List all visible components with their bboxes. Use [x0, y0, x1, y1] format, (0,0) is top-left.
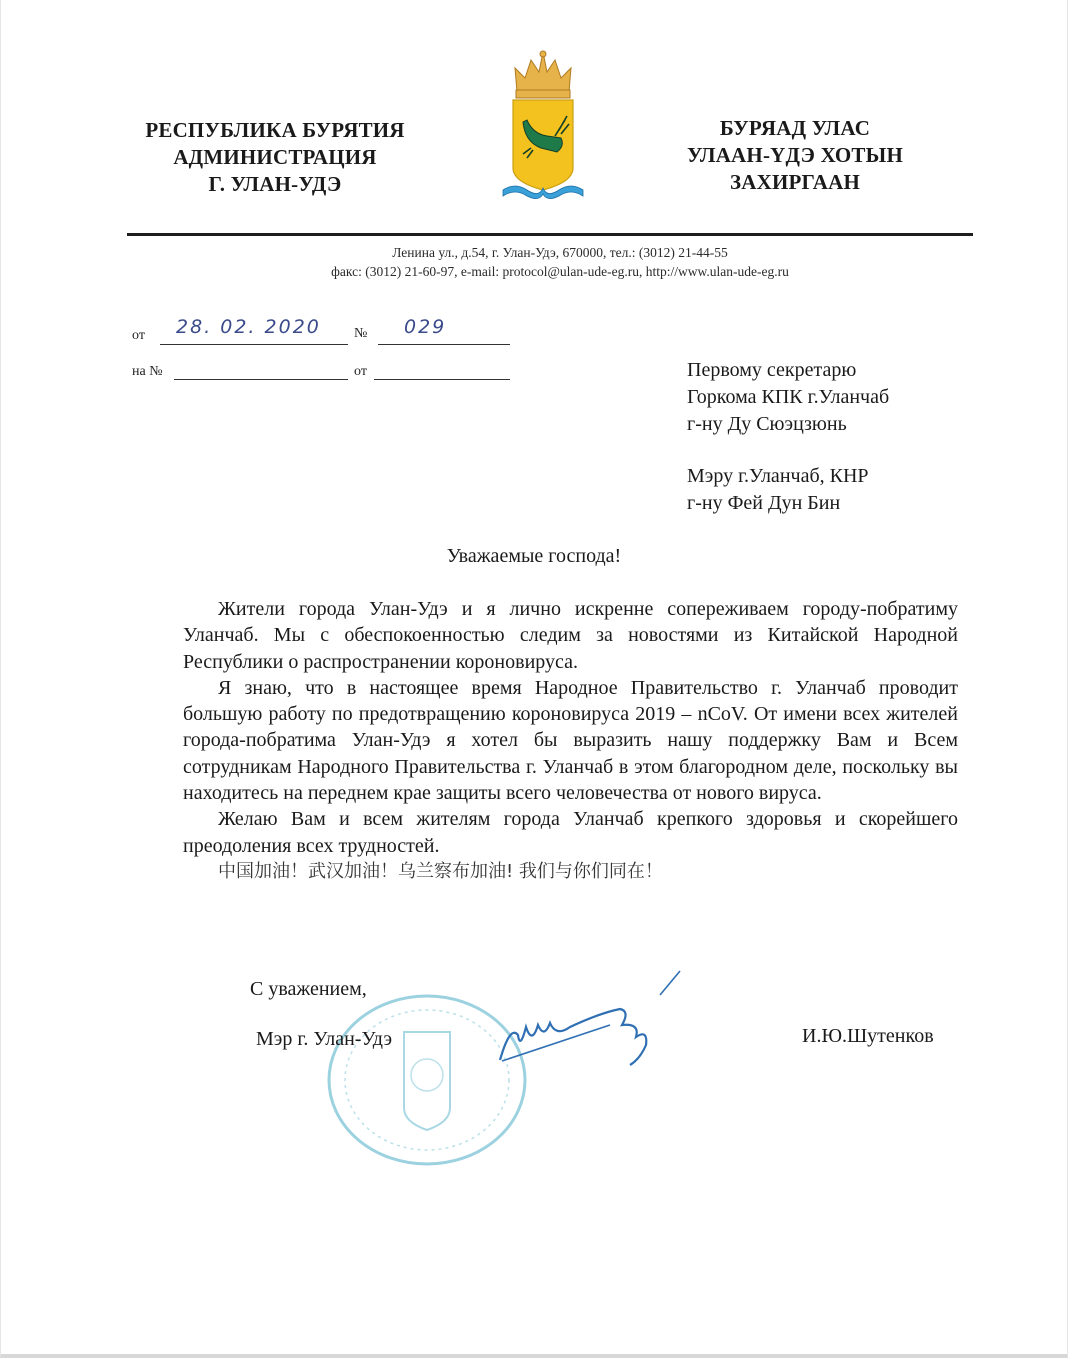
date-handwritten: 28. 02. 2020: [176, 316, 321, 338]
letterhead-right-line: УЛААН-ҮДЭ ХОТЫН: [687, 143, 903, 167]
signature-icon: [490, 965, 690, 1075]
address-line: факс: (3012) 21-60-97, e-mail: protocol@ulan-ude-eg.ru, http://www.ulan-ude-eg.ru: [331, 264, 789, 279]
letterhead-divider: [127, 233, 973, 236]
letterhead-left-line: Г. УЛАН-УДЭ: [208, 172, 342, 196]
coat-of-arms-icon: [495, 50, 591, 202]
ref-from-label: от: [354, 364, 367, 379]
addressee-line: Первому секретарю: [687, 359, 857, 381]
letterhead-right: [660, 115, 930, 196]
signatory-name: И.Ю.Шутенков: [802, 1025, 934, 1047]
letterhead-left: [120, 117, 430, 198]
number-label: №: [354, 326, 368, 341]
salutation: Уважаемые господа!: [446, 545, 622, 567]
addressee-line: г-ну Ду Сюэцзюнь: [687, 413, 847, 435]
number-handwritten: 029: [404, 316, 447, 338]
paragraph-chinese: 中国加油！武汉加油！乌兰察布加油! 我们与你们同在！: [218, 860, 663, 882]
paragraph: Жители города Улан-Удэ и я лично искренне сопереживаем городу-побратиму Уланчаб. Мы с обеспокоенностью следим за новостями из Китайской Народной Республики о распространении короновируса.: [183, 598, 958, 673]
date-underline: [160, 344, 348, 345]
number-underline: [378, 344, 510, 345]
paragraph: Я знаю, что в настоящее время Народное Правительство г. Уланчаб проводит большую работу по предотвращению короновируса 2019 – nCoV. От имени всех жителей города-побратима Улан-Удэ я хотел бы выразить нашу поддержку Вам и Всем сотрудникам Народного Правительства г. Уланчаб в этом благородном деле, поскольку вы находитесь на переднем крае защиты всего человечества от нового вируса.: [183, 676, 958, 805]
paragraph: Желаю Вам и всем жителям города Уланчаб крепкого здоровья и скорейшего преодоления всех трудностей.: [183, 808, 958, 857]
ref-date-underline: [374, 379, 510, 380]
ref-number-label: на №: [132, 364, 163, 379]
address-line: Ленина ул., д.54, г. Улан-Удэ, 670000, тел.: (3012) 21-44-55: [392, 245, 728, 260]
letterhead-right-line: ЗАХИРГААН: [729, 170, 861, 194]
contact-address: [200, 243, 920, 281]
letter-body: [183, 596, 958, 885]
closing: С уважением,: [250, 978, 367, 1000]
letterhead-left-line: РЕСПУБЛИКА БУРЯТИЯ: [145, 118, 405, 142]
from-label: от: [132, 328, 145, 343]
letterhead-left-line: АДМИНИСТРАЦИЯ: [173, 145, 377, 169]
addressee-line: Мэру г.Уланчаб, КНР: [687, 465, 869, 487]
ref-number-underline: [174, 379, 348, 380]
addressee-line: Горкома КПК г.Уланчаб: [687, 386, 890, 408]
addressee-block: [687, 357, 889, 517]
signatory-position: Мэр г. Улан-Удэ: [256, 1028, 393, 1050]
letterhead-right-line: БУРЯАД УЛАС: [719, 116, 871, 140]
addressee-line: г-ну Фей Дун Бин: [687, 492, 841, 514]
